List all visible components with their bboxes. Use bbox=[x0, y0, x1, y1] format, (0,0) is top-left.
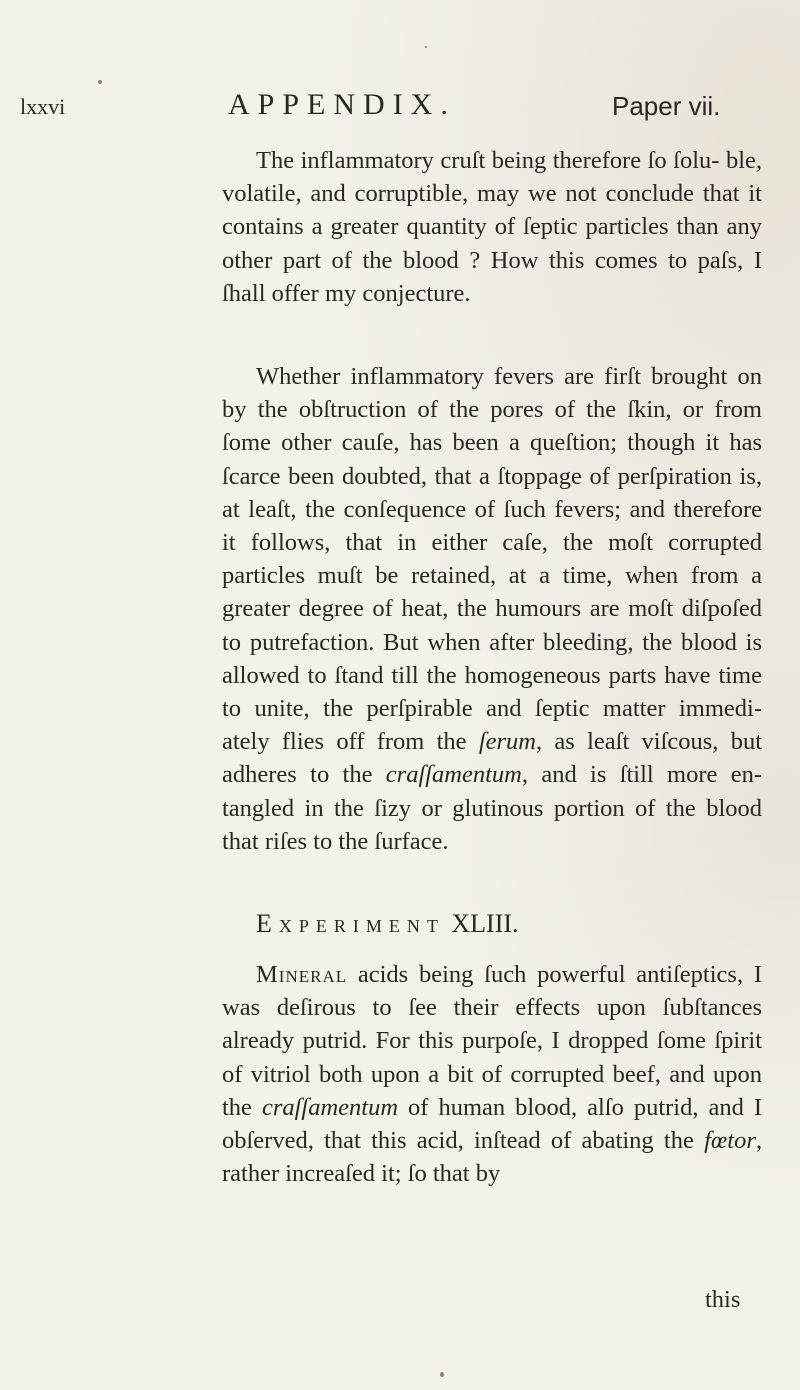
catchword: this bbox=[705, 1286, 741, 1313]
paragraph-2-part-2: , as leaſt viſcous, but adheres to the bbox=[222, 728, 762, 789]
paper-reference: Paper vii. bbox=[612, 91, 721, 121]
paper-speck bbox=[98, 80, 102, 84]
paragraph-3-part-2: of human blood, alſo putrid, and I obſerved, that this acid, inſtead of abating the bbox=[222, 1093, 763, 1155]
term-serum: ſerum bbox=[478, 728, 537, 756]
paragraph-3-part-1: acids being ſuch powerful antiſeptics, I was deſirous to ſee their effects upon ſubſtances already putrid. For this purpoſe, I dropped ſome ſpirit of vitriol both upon a bit of corrupted beef, and upon the bbox=[222, 961, 762, 1121]
paper-speck bbox=[440, 1372, 444, 1377]
page-header bbox=[0, 88, 800, 128]
running-head: APPENDIX. bbox=[228, 88, 456, 121]
paragraph-3-part-3: , rather increaſed it; ſo that by bbox=[222, 1127, 762, 1188]
paragraph-3-text bbox=[222, 958, 762, 1190]
paragraph-2-part-3: , and is ſtill more en- tangled in the ſizy or glutinous portion of the blood that riſes to the ſurface. bbox=[222, 761, 762, 855]
paragraph-2-text bbox=[222, 360, 762, 858]
term-crassamentum-2: craſſamentum bbox=[261, 1093, 399, 1121]
experiment-label: Experiment bbox=[256, 909, 445, 938]
paragraph-2 bbox=[222, 360, 762, 858]
term-foetor: fœtor bbox=[704, 1127, 756, 1155]
paragraph-3-lead: Mineral bbox=[256, 961, 348, 988]
experiment-heading bbox=[256, 909, 519, 939]
paper-speck bbox=[425, 46, 427, 48]
paragraph-2-part-1: Whether inflammatory fevers are firſt brought on by the obſtruction of the pores of the ſkin, or from ſome other cauſe, has been a queſtion; though it has ſcarce been doubted, that a ſtoppage of perſpiration is, at leaſt, the conſequence of ſuch fevers; and therefore it follows, that in either caſe, the moſt corrupted particles muſt be retained, at a time, when from a greater degree of heat, the humours are moſt diſpoſed to putrefaction. But when after bleeding, the blood is allowed to ſtand till the homogeneous parts have time to unite, the perſpirable and ſeptic matter immedi- ately flies off from the bbox=[222, 363, 762, 756]
experiment-number: XLIII. bbox=[451, 909, 519, 938]
paragraph-1-text: The inflammatory cruſt being therefore ſo ſolu- ble, volatile, and corruptible, may we not conclude that it contains a greater quantity of ſeptic particles than any other part of the blood ? How this comes to paſs, I ſhall offer my conjecture. bbox=[222, 147, 762, 307]
term-crassamentum: craſſamentum bbox=[385, 761, 522, 789]
paragraph-3 bbox=[222, 958, 762, 1190]
paragraph-1 bbox=[222, 144, 762, 310]
page-number: lxxvi bbox=[20, 94, 66, 119]
